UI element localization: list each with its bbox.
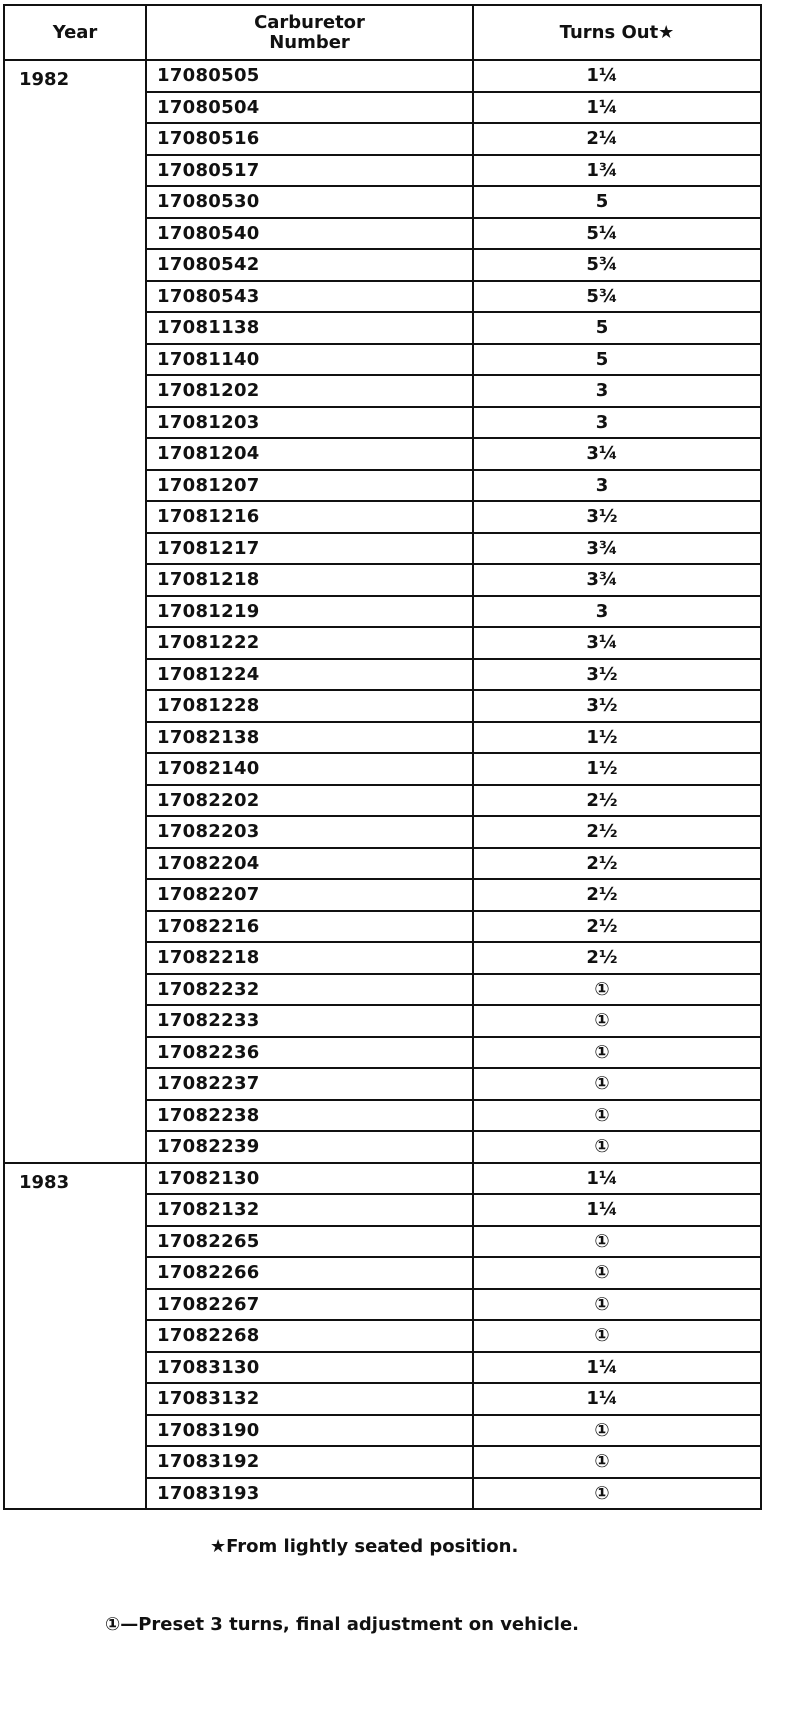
turns-out-cell: 3½: [473, 501, 761, 533]
carburetor-number-cell: 17082207: [146, 879, 473, 911]
turns-out-cell: 2¼: [473, 123, 761, 155]
carburetor-number-cell: 17081140: [146, 344, 473, 376]
carburetor-number-cell: 17081138: [146, 312, 473, 344]
turns-out-cell: 5: [473, 312, 761, 344]
carburetor-number-cell: 17081203: [146, 407, 473, 439]
turns-out-cell: 5¾: [473, 249, 761, 281]
carburetor-number-cell: 17082202: [146, 785, 473, 817]
carburetor-number-cell: 17083190: [146, 1415, 473, 1447]
carburetor-number-cell: 17082130: [146, 1163, 473, 1195]
year-cell: 1982: [4, 60, 146, 1163]
carburetor-number-cell: 17082140: [146, 753, 473, 785]
carburetor-number-cell: 17082233: [146, 1005, 473, 1037]
header-year: Year: [4, 5, 146, 60]
carburetor-number-cell: 17082138: [146, 722, 473, 754]
turns-out-cell: 3¼: [473, 438, 761, 470]
turns-out-cell: 2½: [473, 816, 761, 848]
turns-out-cell: 1¼: [473, 60, 761, 92]
carburetor-number-cell: 17081217: [146, 533, 473, 565]
turns-out-cell: ①: [473, 1478, 761, 1510]
carburetor-number-cell: 17081202: [146, 375, 473, 407]
turns-out-cell: 5¾: [473, 281, 761, 313]
carburetor-number-cell: 17082204: [146, 848, 473, 880]
turns-out-cell: 2½: [473, 942, 761, 974]
carburetor-number-cell: 17081222: [146, 627, 473, 659]
turns-out-cell: ①: [473, 974, 761, 1006]
carburetor-number-cell: 17083132: [146, 1383, 473, 1415]
turns-out-cell: 1¾: [473, 155, 761, 187]
turns-out-cell: 1½: [473, 753, 761, 785]
turns-out-cell: ①: [473, 1289, 761, 1321]
footnote-circle: ①—Preset 3 turns, final adjustment on vehicle.: [105, 1614, 580, 1635]
carburetor-number-cell: 17081224: [146, 659, 473, 691]
turns-out-cell: ①: [473, 1257, 761, 1289]
turns-out-cell: 3: [473, 596, 761, 628]
table-body: [4, 60, 761, 1509]
turns-out-cell: 3½: [473, 690, 761, 722]
carburetor-number-cell: 17081219: [146, 596, 473, 628]
turns-out-cell: ①: [473, 1100, 761, 1132]
turns-out-cell: ①: [473, 1320, 761, 1352]
carburetor-number-cell: 17081207: [146, 470, 473, 502]
turns-out-cell: 1½: [473, 722, 761, 754]
carburetor-spec-table: [3, 4, 762, 1510]
header-turns-out: Turns Out★: [473, 5, 761, 60]
turns-out-cell: 5: [473, 344, 761, 376]
turns-out-cell: 3¾: [473, 564, 761, 596]
turns-out-cell: 3: [473, 470, 761, 502]
carburetor-number-cell: 17080517: [146, 155, 473, 187]
carburetor-number-cell: 17082267: [146, 1289, 473, 1321]
carburetor-number-cell: 17080530: [146, 186, 473, 218]
carburetor-number-cell: 17081204: [146, 438, 473, 470]
turns-out-cell: 1¼: [473, 1163, 761, 1195]
turns-out-cell: 1¼: [473, 92, 761, 124]
carburetor-number-cell: 17080543: [146, 281, 473, 313]
carburetor-number-cell: 17080542: [146, 249, 473, 281]
carburetor-number-cell: 17081228: [146, 690, 473, 722]
carburetor-number-cell: 17081216: [146, 501, 473, 533]
turns-out-cell: 3: [473, 375, 761, 407]
header-row: [4, 5, 761, 60]
carburetor-number-cell: 17080504: [146, 92, 473, 124]
carburetor-number-cell: 17083193: [146, 1478, 473, 1510]
header-carburetor-number: [146, 5, 473, 60]
carburetor-number-cell: 17080516: [146, 123, 473, 155]
table-row: [4, 60, 761, 92]
turns-out-cell: 1¼: [473, 1352, 761, 1384]
turns-out-cell: ①: [473, 1037, 761, 1069]
carburetor-number-cell: 17080505: [146, 60, 473, 92]
carburetor-number-cell: 17082266: [146, 1257, 473, 1289]
turns-out-cell: 2½: [473, 848, 761, 880]
turns-out-cell: ①: [473, 1131, 761, 1163]
carburetor-number-cell: 17082268: [146, 1320, 473, 1352]
carburetor-number-cell: 17082237: [146, 1068, 473, 1100]
carburetor-number-cell: 17082265: [146, 1226, 473, 1258]
turns-out-cell: 1¼: [473, 1194, 761, 1226]
turns-out-cell: 5¼: [473, 218, 761, 250]
turns-out-cell: ①: [473, 1446, 761, 1478]
carburetor-number-cell: 17083192: [146, 1446, 473, 1478]
carburetor-number-cell: 17082239: [146, 1131, 473, 1163]
turns-out-cell: 3: [473, 407, 761, 439]
turns-out-cell: 3¾: [473, 533, 761, 565]
carburetor-number-cell: 17080540: [146, 218, 473, 250]
carburetor-number-cell: 17082203: [146, 816, 473, 848]
turns-out-cell: 5: [473, 186, 761, 218]
footnote-star: ★From lightly seated position.: [210, 1536, 519, 1557]
header-carb-line2: Number: [269, 31, 350, 53]
turns-out-cell: 3¼: [473, 627, 761, 659]
carburetor-number-cell: 17082236: [146, 1037, 473, 1069]
carburetor-number-cell: 17082232: [146, 974, 473, 1006]
carburetor-number-cell: 17081218: [146, 564, 473, 596]
turns-out-cell: 3½: [473, 659, 761, 691]
year-cell: 1983: [4, 1163, 146, 1510]
carburetor-number-cell: 17082218: [146, 942, 473, 974]
turns-out-cell: ①: [473, 1068, 761, 1100]
turns-out-cell: ①: [473, 1226, 761, 1258]
header-carb-line1: Carburetor: [254, 11, 365, 33]
turns-out-cell: 2½: [473, 879, 761, 911]
turns-out-cell: ①: [473, 1005, 761, 1037]
turns-out-cell: 1¼: [473, 1383, 761, 1415]
table-row: [4, 1163, 761, 1195]
carburetor-number-cell: 17082216: [146, 911, 473, 943]
carburetor-number-cell: 17082132: [146, 1194, 473, 1226]
turns-out-cell: 2½: [473, 785, 761, 817]
turns-out-cell: 2½: [473, 911, 761, 943]
carburetor-number-cell: 17083130: [146, 1352, 473, 1384]
turns-out-cell: ①: [473, 1415, 761, 1447]
carburetor-number-cell: 17082238: [146, 1100, 473, 1132]
